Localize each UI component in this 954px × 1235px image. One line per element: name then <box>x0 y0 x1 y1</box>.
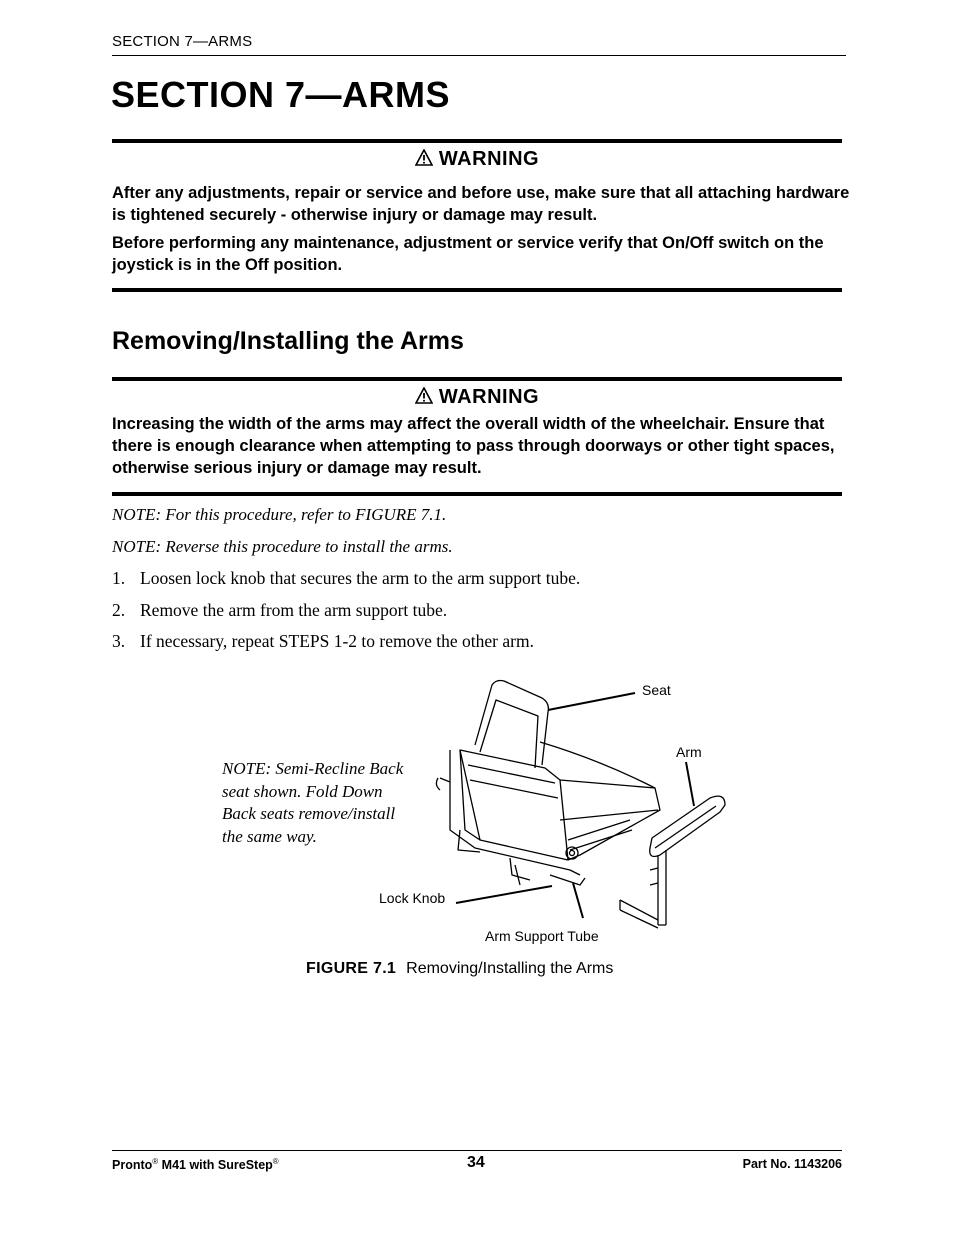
arm-leader <box>686 762 694 806</box>
warning-top-rule <box>112 377 842 381</box>
lock-knob-leader <box>456 886 552 903</box>
callout-arm-support-tube: Arm Support Tube <box>485 928 599 944</box>
page-number: 34 <box>467 1154 485 1171</box>
figure-caption <box>306 960 613 978</box>
warning-paragraph: Increasing the width of the arms may affect the overall width of the wheelchair. Ensure that there is enough clearance when attempting to pass through doorways or other tight spaces, otherwise serious injury or damage may result. <box>112 415 835 477</box>
warning-bottom-rule <box>112 492 842 496</box>
step-text: Loosen lock knob that secures the arm to the arm support tube. <box>140 568 581 588</box>
warning-label: WARNING <box>438 148 540 170</box>
procedure-step <box>112 600 447 621</box>
footer-rule <box>112 1150 842 1151</box>
warning-paragraph: Before performing any maintenance, adjustment or service verify that On/Off switch on the joystick is in the Off position. <box>112 234 824 274</box>
procedure-step <box>112 568 580 589</box>
header-rule <box>112 55 846 56</box>
footer-product-name: Pronto <box>112 1158 153 1173</box>
warning-top-rule <box>112 139 842 143</box>
warning-icon <box>415 149 433 172</box>
warning-bottom-rule <box>112 288 842 292</box>
step-number: 1. <box>112 568 126 588</box>
callout-arm: Arm <box>676 744 702 760</box>
warning-icon <box>415 387 433 410</box>
running-head: SECTION 7—ARMS <box>112 33 253 50</box>
warning-label: WARNING <box>438 386 540 408</box>
callout-lock-knob: Lock Knob <box>379 890 446 906</box>
section-title: SECTION 7—ARMS <box>111 74 451 115</box>
part-number: Part No. 1143206 <box>742 1157 842 1171</box>
warning-heading <box>112 148 842 172</box>
figure-number: FIGURE 7.1 <box>306 960 397 977</box>
warning-heading <box>112 386 842 410</box>
step-number: 3. <box>112 631 126 651</box>
procedure-step <box>112 631 534 652</box>
seat-leader <box>548 693 635 710</box>
step-text: Remove the arm from the arm support tube. <box>140 600 448 620</box>
figure-note: NOTE: Semi-Recline Back seat shown. Fold Down Back seats remove/install the same way. <box>222 759 404 846</box>
procedure-note: NOTE: For this procedure, refer to FIGURE 7.1. <box>112 505 447 524</box>
arm-support-tube-leader <box>573 883 583 918</box>
callout-seat: Seat <box>642 682 671 698</box>
subsection-title: Removing/Installing the Arms <box>112 327 464 355</box>
procedure-note: NOTE: Reverse this procedure to install the arms. <box>112 537 453 556</box>
footer-product <box>112 1157 279 1172</box>
figure-caption-text: Removing/Installing the Arms <box>406 960 614 977</box>
step-text: If necessary, repeat STEPS 1-2 to remove the other arm. <box>140 631 534 651</box>
registered-mark: ® <box>272 1157 279 1166</box>
step-number: 2. <box>112 600 126 620</box>
callout-leaders <box>440 680 700 940</box>
warning-paragraph: After any adjustments, repair or service and before use, make sure that all attaching hardware is tightened securely - otherwise injury or damage may result. <box>112 184 850 224</box>
registered-mark: ® <box>152 1157 159 1166</box>
footer-product-model: M41 with SureStep <box>158 1158 273 1173</box>
